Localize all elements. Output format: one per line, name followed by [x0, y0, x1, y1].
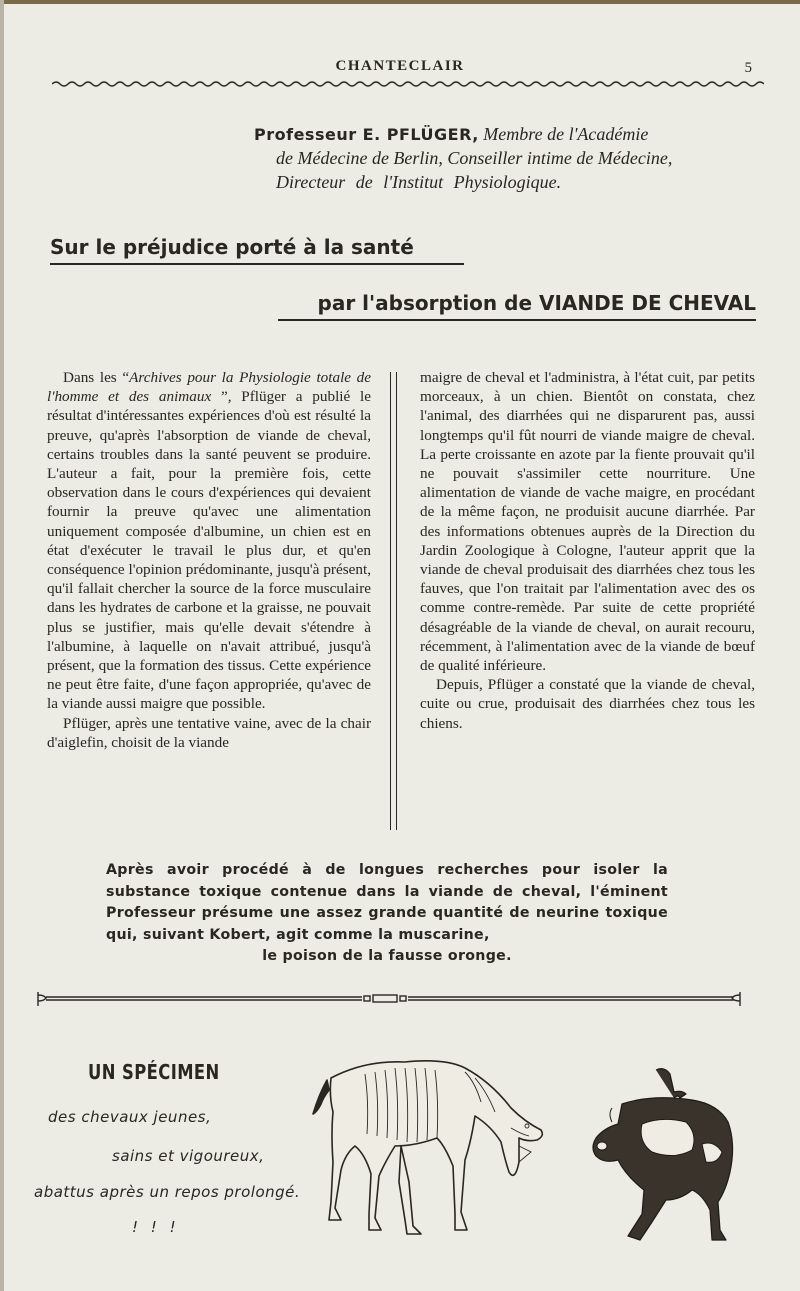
wavy-rule — [52, 78, 764, 90]
article-title-line-1: Sur le préjudice porté à la santé — [50, 235, 464, 265]
author-line-1 — [254, 124, 648, 145]
article-paragraph: Pflüger, après une tentative vaine, avec de la chair d'aiglefin, choisit de la viande — [47, 714, 371, 751]
article-column-right — [420, 368, 755, 733]
summary-text: Après avoir procédé à de longues recherches pour isoler la substance toxique contenue dans la viande de cheval, l'éminent Professeur présume une assez grande quantité de neurine toxique qui, suivant Kobert, agit comme la muscarine, — [106, 862, 668, 943]
author-affiliation-1: Membre de l'Académie — [483, 124, 649, 144]
page-edge — [0, 0, 800, 4]
page-number: 5 — [744, 60, 752, 76]
ornamental-rule — [36, 988, 742, 1010]
title-prefix: par l'absorption de — [317, 291, 533, 315]
specimen-caption-3: abattus après un repos prolongé. — [34, 1183, 301, 1201]
summary-last-line: le poison de la fausse oronge. — [262, 948, 512, 965]
paragraph-text: ”, Pflüger a publié le résultat d'intéressantes expériences d'où est résulté la preuve, qu'après l'absorption de viande de cheval, certains troubles dans la santé peuvent se produire. L'auteur a fait, pour la première fois, cette observation dans le cours d'expériences qui devaient fournir la preuve qu'avec une alimentation uniquement composée d'albumine, un chien est en état d'exécuter le travail le plus dur, et qu'en conséquence l'opinion prédominante, jusqu'à présent, qu'il fallait chercher la source de la force musculaire dans les hydrates de carbone et la graisse, ne pouvait plus se justifier, mais qu'elle devait s'étendre à l'albumine, à laquelle on n'avait attribué, jusqu'à présent, que la formation des tissus. Cette expérience ne peut être faite, d'une façon appropriée, qu'avec de la viande aussi maigre que possible. — [47, 388, 371, 713]
emaciated-horse-icon — [305, 1042, 555, 1242]
article-paragraph: maigre de cheval et l'administra, à l'état cuit, par petits morceaux, à un chien. Bientôt on constata, chez l'animal, des diarrhées qui ne disparurent pas, aussi longtemps qu'il fût nourri de viande maigre de cheval. La perte croissante en azote par la fiente prouvait qu'il ne pouvait s'assimiler cette nourriture. Une alimentation de viande de vache maigre, en procédant de la même façon, ne produisit aucune diarrhée. Par des informations obtenues auprès de la Direction du Jardin Zoologique à Cologne, l'auteur apprit que la viande de cheval produisait des diarrhées chez tous les fauves, que l'on traitait par l'alimentation avec des os comme contre-remède. Par suite de cette propriété désagréable de la viande de cheval, on aurait recouru, récemment, à l'alimentation avec de la viande de bœuf de qualité inférieure. — [420, 369, 755, 675]
article-column-left — [47, 368, 371, 752]
article-title-line-2 — [278, 291, 756, 321]
journal-reference: Archives pour la Physiologie totale de l'homme et des animaux — [47, 369, 372, 406]
summary-box — [106, 860, 668, 968]
article-paragraph: Depuis, Pflüger a constaté que la viande de cheval, cuite ou crue, produisait des diarrhées chez tous les chiens. — [420, 676, 755, 732]
title-emphasis: VIANDE DE CHEVAL — [538, 291, 756, 315]
journal-name: CHANTECLAIR — [335, 58, 465, 74]
specimen-heading: UN SPÉCIMEN — [88, 1060, 220, 1084]
specimen-caption-1: des chevaux jeunes, — [48, 1108, 212, 1126]
running-head — [0, 58, 800, 80]
page-edge-left — [0, 0, 4, 1291]
quote-open: Dans les “ — [63, 369, 130, 386]
specimen-caption-2: sains et vigoureux, — [112, 1147, 265, 1165]
column-divider — [390, 372, 397, 830]
article-paragraph — [47, 368, 371, 714]
specimen-caption-4: ! ! ! — [132, 1218, 180, 1236]
author-name: Professeur E. PFLÜGER, — [254, 125, 479, 144]
author-affiliation-2: de Médecine de Berlin, Conseiller intime de Médecine, — [276, 148, 673, 168]
author-affiliation-3: Directeur de l'Institut Physiologique. — [276, 172, 562, 192]
cow-icon — [582, 1064, 742, 1242]
